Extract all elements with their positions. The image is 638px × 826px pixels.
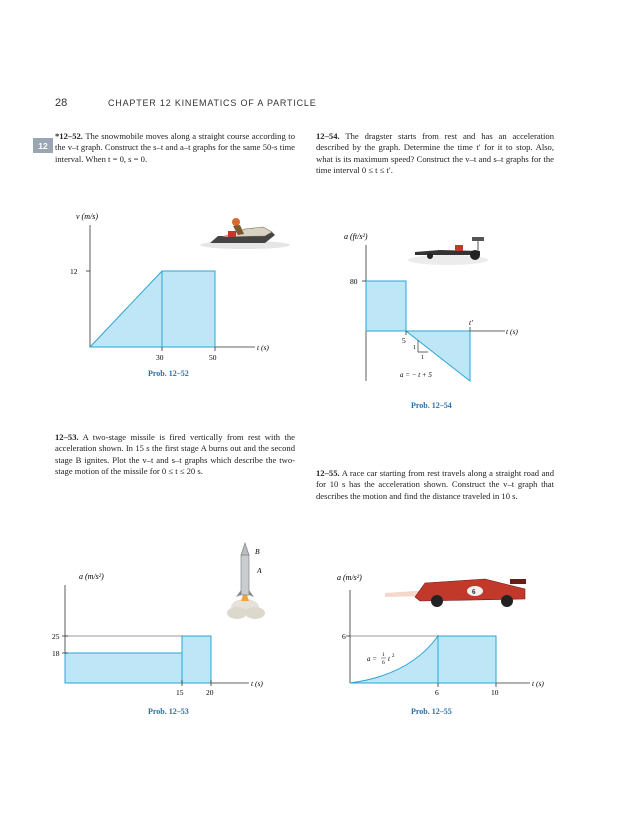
graph-12-52 (60, 205, 290, 365)
y-axis-label: a (m/s²) (79, 572, 104, 581)
problem-text: A two-stage missile is fired vertically from rest with the acceleration shown. In 15 s the first stage A burns out and the second stage B ignites. Plot the v–t and s–t graphs which describe the two-stage motion of the missile for 0 ≤ t ≤ 20 s. (55, 432, 295, 477)
y-tick-label: 12 (70, 267, 78, 276)
x-axis-label: t (s) (251, 679, 263, 688)
x-tick-label: 20 (206, 688, 214, 697)
caption-12-54: Prob. 12–54 (411, 401, 452, 410)
problem-12-53 (55, 432, 295, 478)
y-tick-label: 6 (342, 632, 346, 641)
y-axis-label: v (m/s) (76, 212, 98, 221)
x-tick-label: 15 (176, 688, 184, 697)
problem-text: The dragster starts from rest and has an acceleration described by the graph. Determine the time t′ for it to stop. Also, what is its maximum speed? Construct the v–t and s–t graphs for the time interval 0 ≤ t ≤ t′. (316, 131, 554, 176)
svg-text:t: t (388, 655, 390, 663)
t-prime-label: t′ (469, 318, 473, 327)
graph-12-53 (52, 535, 295, 700)
x-axis-label: t (s) (257, 343, 269, 352)
svg-text:a =: a = (367, 655, 377, 663)
svg-text:1: 1 (382, 652, 385, 658)
caption-12-53: Prob. 12–53 (148, 707, 189, 716)
problem-number: 12–55. (316, 468, 340, 478)
problem-12-52 (55, 131, 295, 165)
y-tick-label: 80 (350, 277, 358, 286)
slope-run-label: 1 (421, 355, 424, 361)
y-tick-label: 18 (52, 649, 60, 658)
x-tick-label: 30 (156, 353, 164, 362)
snowmobile-illustration (200, 218, 290, 249)
page-number: 28 (55, 97, 68, 109)
dragster-illustration (408, 237, 488, 265)
stage-a-label: A (257, 566, 262, 575)
problem-text: The snowmobile moves along a straight course according to the v–t graph. Construct the s–t and a–t graphs for the same 50-s time interval. When t = 0, s = 0. (55, 131, 295, 164)
problem-12-55 (316, 468, 554, 502)
race-car-illustration (385, 579, 526, 607)
problem-text: A race car starting from rest travels along a straight road and for 10 s has the acceleration shown. Construct the v–t graph that describes the motion and find the distance traveled in 10 s. (316, 468, 554, 501)
y-axis-label: a (ft/s²) (344, 232, 368, 241)
svg-text:2: 2 (392, 654, 395, 659)
x-axis-label: t (s) (506, 327, 518, 336)
graph-12-55 (325, 565, 560, 705)
x-tick-label: 50 (209, 353, 217, 362)
caption-12-52: Prob. 12–52 (148, 369, 189, 378)
x-axis-label: t (s) (532, 679, 544, 688)
y-axis-label: a (m/s²) (337, 573, 362, 582)
car-number: 6 (472, 588, 476, 596)
running-title: CHAPTER 12 KINEMATICS OF A PARTICLE (108, 98, 317, 108)
problem-12-54 (316, 131, 554, 177)
slope-rise-label: 1 (413, 345, 416, 351)
svg-text:6: 6 (382, 660, 385, 666)
problem-number: 12–53. (55, 432, 79, 442)
x-tick-label: 10 (491, 688, 499, 697)
chapter-tab: 12 (33, 138, 53, 153)
graph-12-54 (330, 225, 570, 395)
equation-label (367, 652, 395, 666)
caption-12-55: Prob. 12–55 (411, 707, 452, 716)
y-tick-label: 25 (52, 632, 60, 641)
problem-number: *12–52. (55, 131, 83, 141)
stage-b-label: B (255, 547, 260, 556)
x-tick-label: 6 (435, 688, 439, 697)
problem-number: 12–54. (316, 131, 340, 141)
equation-label: a = − t + 5 (400, 371, 432, 379)
x-tick-label: 5 (402, 336, 406, 345)
